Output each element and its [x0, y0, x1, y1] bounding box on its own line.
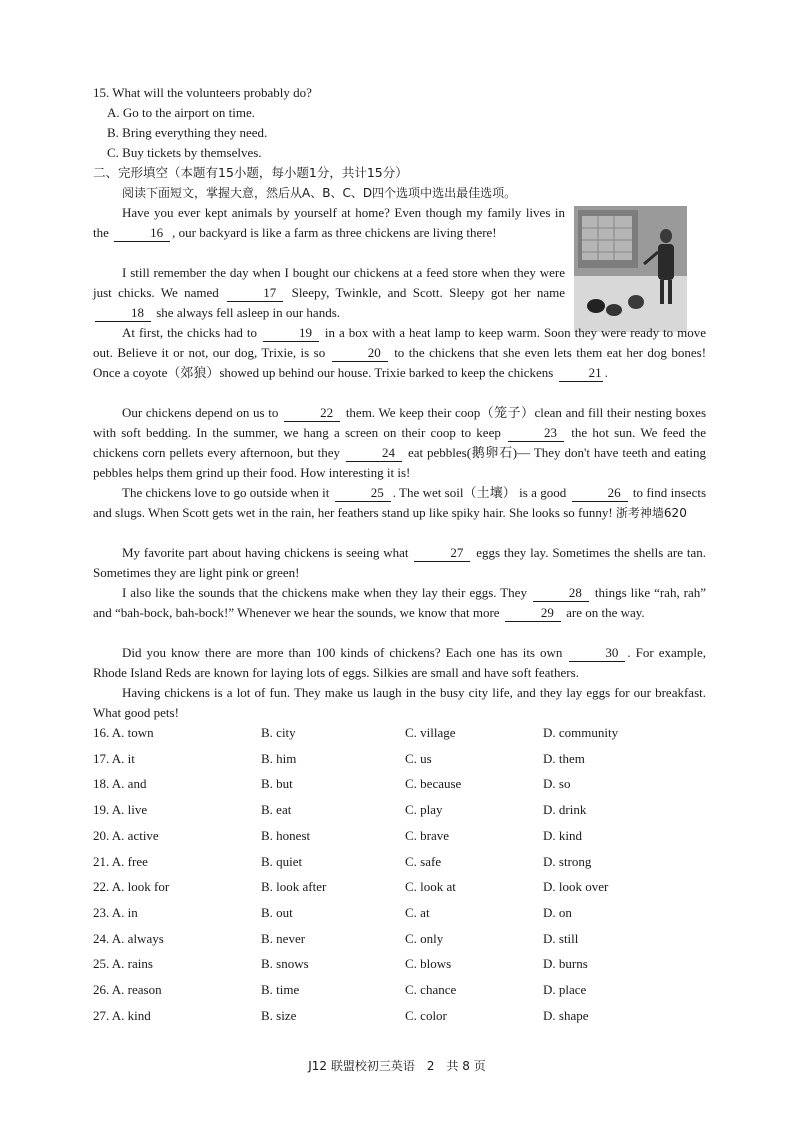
q15-option-b: B. Bring everything they need.	[107, 125, 268, 140]
option-c[interactable]: C. color	[405, 1007, 447, 1023]
option-b[interactable]: B. him	[261, 750, 297, 766]
blank-30[interactable]: 30	[569, 645, 625, 662]
woman-feeding-chickens-image	[574, 206, 687, 332]
option-row	[93, 877, 713, 897]
passage-paragraph-4	[93, 403, 706, 483]
text: to the chickens that she even lets them eat her dog bones! Once a coyote（郊狼）showed up behind our house. Trixie barked to keep the chickens	[93, 345, 707, 380]
option-b[interactable]: B. out	[261, 904, 293, 920]
blank-21[interactable]: 21	[559, 365, 603, 382]
text: The chickens love to go outside when it	[122, 485, 330, 500]
option-b[interactable]: B. size	[261, 1007, 297, 1023]
option-row	[93, 954, 713, 974]
text: . The wet soil（土壤） is a good	[392, 485, 567, 500]
option-c[interactable]: C. us	[405, 750, 432, 766]
q15-option-a: A. Go to the airport on time.	[107, 105, 256, 120]
option-c[interactable]: C. only	[405, 930, 444, 946]
option-c[interactable]: C. look at	[405, 879, 456, 895]
blank-29[interactable]: 29	[505, 605, 561, 622]
option-d[interactable]: D. on	[543, 904, 572, 920]
option-a[interactable]: 18. A. and	[93, 776, 147, 792]
option-d[interactable]: D. drink	[543, 802, 587, 818]
passage-paragraph-1	[93, 203, 565, 243]
option-c[interactable]: C. safe	[405, 853, 442, 869]
option-b[interactable]: B. time	[261, 982, 300, 997]
option-a[interactable]: 25. A. rains	[93, 956, 153, 972]
blank-17[interactable]: 17	[227, 285, 283, 302]
option-c[interactable]: C. village	[405, 725, 456, 740]
option-d[interactable]: D. place	[543, 982, 587, 997]
option-c[interactable]: C. because	[405, 776, 462, 792]
option-b[interactable]: B. honest	[261, 827, 311, 843]
section-instruction: 阅读下面短文，掌握大意，然后从A、B、C、D四个选项中选出最佳选项。	[122, 186, 517, 200]
option-row	[93, 800, 713, 820]
blank-20[interactable]: 20	[332, 345, 388, 362]
option-a[interactable]: 20. A. active	[93, 827, 159, 843]
option-a[interactable]: 17. A. it	[93, 750, 135, 766]
text: are on the way.	[566, 605, 645, 620]
option-b[interactable]: B. eat	[261, 802, 292, 818]
option-c[interactable]: C. brave	[405, 827, 450, 843]
option-a[interactable]: 26. A. reason	[93, 982, 162, 997]
option-d[interactable]: D. community	[543, 725, 619, 740]
text: I still remember the day when I bought our chickens at a feed store when they were just chicks. We named	[93, 265, 565, 300]
option-a[interactable]: 23. A. in	[93, 904, 138, 920]
text: , our backyard is like a farm as three chickens are living there!	[172, 225, 497, 240]
option-b[interactable]: B. snows	[261, 956, 309, 972]
option-row	[93, 774, 713, 794]
passage-paragraph-7	[93, 583, 706, 623]
text: in a box with a heat lamp to keep warm. Soon they were ready to move out. Believe it or not, our dog, Trixie, is so	[93, 325, 706, 360]
option-a[interactable]: 16. A. town	[93, 725, 154, 740]
option-row	[93, 852, 713, 872]
text: things like “rah, rah” and “bah-bock, bah-bock!” Whenever we hear the sounds, we know that more	[93, 585, 707, 620]
option-b[interactable]: B. but	[261, 776, 293, 792]
blank-24[interactable]: 24	[346, 445, 402, 462]
option-d[interactable]: D. look over	[543, 879, 609, 895]
text: . For example, Rhode Island Reds are known for laying lots of eggs. Silkies are small and have soft feathers.	[93, 645, 707, 680]
blank-27[interactable]: 27	[414, 545, 470, 562]
passage-photo	[574, 206, 687, 332]
option-row	[93, 980, 713, 1000]
option-row	[93, 723, 713, 743]
watermark-text: 浙考神墙620	[615, 506, 687, 520]
passage-paragraph-5	[93, 483, 706, 523]
option-c[interactable]: C. chance	[405, 982, 457, 997]
blank-26[interactable]: 26	[572, 485, 628, 502]
text: the hot sun. We feed the chickens corn pellets every afternoon, but they	[93, 425, 707, 460]
option-row	[93, 1006, 713, 1026]
blank-18[interactable]: 18	[95, 305, 151, 322]
q15-option-c: C. Buy tickets by themselves.	[107, 145, 262, 160]
text: My favorite part about having chickens is seeing what	[122, 545, 409, 560]
blank-16[interactable]: 16	[114, 225, 170, 242]
option-a[interactable]: 24. A. always	[93, 930, 164, 946]
blank-19[interactable]: 19	[263, 325, 319, 342]
section-title: 二、完形填空（本题有15小题，每小题1分，共计15分）	[93, 165, 408, 180]
option-row	[93, 929, 713, 949]
blank-28[interactable]: 28	[533, 585, 589, 602]
option-d[interactable]: D. them	[543, 750, 585, 766]
option-d[interactable]: D. kind	[543, 827, 582, 843]
option-a[interactable]: 22. A. look for	[93, 879, 170, 895]
passage-paragraph-6	[93, 543, 706, 583]
text: At first, the chicks had to	[122, 325, 257, 340]
option-row	[93, 826, 713, 846]
option-d[interactable]: D. strong	[543, 853, 592, 869]
text: .	[604, 365, 608, 380]
option-c[interactable]: C. blows	[405, 956, 452, 972]
text: Having chickens is a lot of fun. They make us laugh in the busy city life, and they lay eggs for our breakfast. What good pets!	[93, 685, 706, 720]
option-d[interactable]: D. burns	[543, 956, 588, 972]
passage-paragraph-3	[93, 323, 706, 383]
option-d[interactable]: D. still	[543, 930, 579, 946]
passage-paragraph-8	[93, 643, 706, 683]
option-a[interactable]: 21. A. free	[93, 853, 148, 869]
blank-23[interactable]: 23	[508, 425, 564, 442]
text: them. We keep their coop（笼子）clean and fill their nesting boxes with soft bedding. In the summer, we hang a screen on their coop to keep	[93, 405, 707, 440]
blank-22[interactable]: 22	[284, 405, 340, 422]
text: she always fell asleep in our hands.	[156, 305, 341, 320]
option-b[interactable]: B. never	[261, 930, 306, 946]
option-d[interactable]: D. so	[543, 776, 571, 792]
option-b[interactable]: B. city	[261, 725, 296, 740]
option-c[interactable]: C. play	[405, 802, 443, 818]
text: Did you know there are more than 100 kinds of chickens? Each one has its own	[122, 645, 563, 660]
passage-paragraph-9	[93, 683, 706, 723]
page-footer: J12 联盟校初三英语 2 共 8 页	[308, 1059, 486, 1073]
option-b[interactable]: B. look after	[261, 879, 327, 895]
option-a[interactable]: 19. A. live	[93, 802, 148, 818]
text: Have you ever kept animals by yourself at home? Even though my family lives in the	[93, 205, 565, 240]
option-row	[93, 749, 713, 769]
text: eggs they lay. Sometimes the shells are tan. Sometimes they are light pink or green!	[93, 545, 707, 580]
text: eat pebbles(鹅卵石)— They don't have teeth and eating pebbles helps them grind up their food. How interesting it is!	[93, 445, 707, 480]
blank-25[interactable]: 25	[335, 485, 391, 502]
option-a[interactable]: 27. A. kind	[93, 1007, 151, 1023]
option-c[interactable]: C. at	[405, 904, 430, 920]
text: I also like the sounds that the chickens make when they lay their eggs. They	[122, 585, 527, 600]
text: Our chickens depend on us to	[122, 405, 279, 420]
text: Sleepy, Twinkle, and Scott. Sleepy got her name	[291, 285, 565, 300]
passage-paragraph-2	[93, 263, 565, 323]
option-d[interactable]: D. shape	[543, 1007, 589, 1023]
text: to find insects and slugs. When Scott gets wet in the rain, her feathers stand up like spiky hair. She looks so funny!	[93, 485, 707, 520]
option-row	[93, 903, 713, 923]
option-b[interactable]: B. quiet	[261, 853, 303, 869]
question-15: 15. What will the volunteers probably do?	[93, 85, 312, 100]
